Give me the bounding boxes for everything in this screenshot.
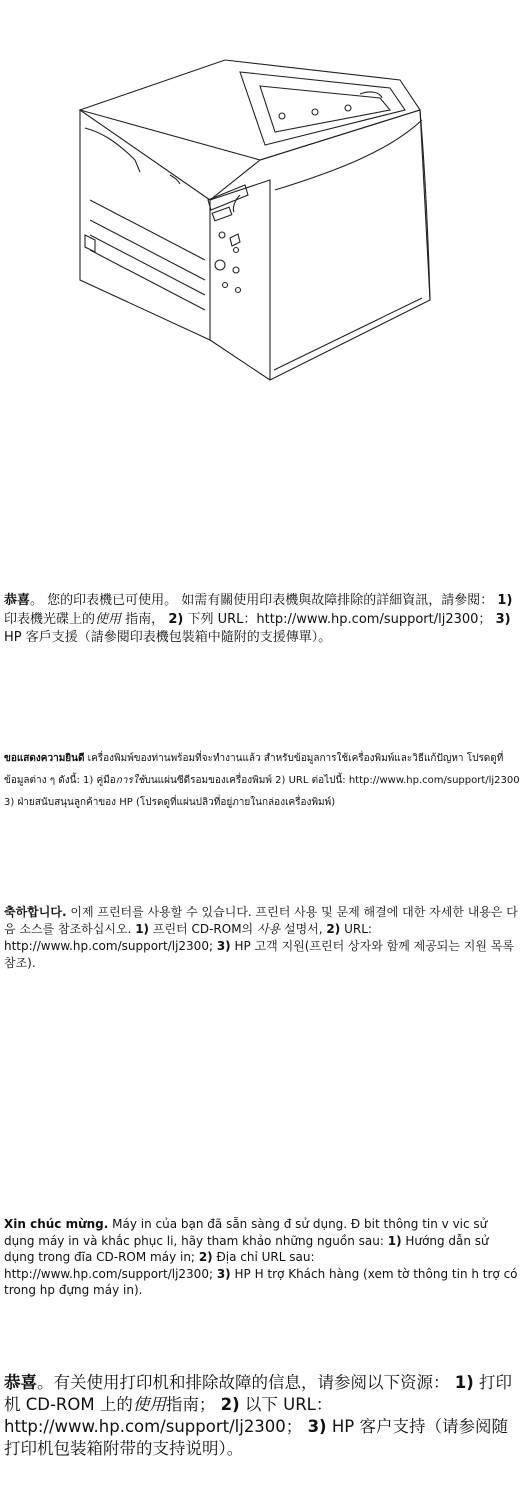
item-number-1-vi: 1)	[387, 1233, 402, 1248]
laser-printer-illustration	[60, 50, 470, 390]
item-number-2-vi: 2)	[198, 1250, 213, 1264]
item-number-3-vi: 3)	[216, 1266, 231, 1281]
intro-vi: Máy in của bạn đã sẵn sàng đ sử dụng. Đ bit thông tin v vic sử dụng máy in và khắc phục li, hãy tham khảo những nguồn sau:	[4, 1217, 488, 1248]
congrats-ko: 축하합니다.	[4, 905, 67, 919]
item-text-3-vi: HP H trợ Khách hàng (xem tờ thông tin h trợ có trong hp đựng máy in).	[4, 1266, 518, 1297]
item-number-3-ko: 3)	[216, 939, 231, 953]
item-text-1-th: บนแผ่นซีดีรอมของเครื่องพิมพ์ 2) URL ต่อไปนี้: http://www.hp.com/support/lj2300 3) ฝ่ายสนับสนุนลูกค้าของ HP (โปรดดูที่แผ่นปลิวที่อยู่ภายในกล่องเครื่องพิมพ์)	[4, 775, 520, 808]
item-text-1b-zh: 指南；	[165, 1395, 216, 1414]
guide-title-ko: 사용	[256, 922, 281, 936]
item-text-3-ko: HP 고객 지원(프린터 상자와 함께 제공되는 지원 목록 참조).	[4, 939, 514, 970]
intro-th: เครื่องพิมพ์ของท่านพร้อมที่จะทำงานแล้ว สำหรับข้อมูลการใช้เครื่องพิมพ์และวิธีแก้ปัญหา โปรดดูที่ข้อมูลต่าง ๆ ดังนี้: 1) คู่มือ	[4, 753, 504, 786]
item-number-2-zh: 2)	[220, 1395, 240, 1414]
item-text-1a-ko: 프린터 CD-ROM의	[152, 922, 254, 936]
section-vietnamese	[4, 1216, 520, 1299]
item-text-2-vi: Địa chỉ URL sau: http://www.hp.com/support/lj2300;	[4, 1250, 315, 1281]
section-simplified-chinese	[4, 1372, 520, 1460]
paragraph-ko	[4, 904, 520, 972]
item-text-2-tw: 下列 URL：http://www.hp.com/support/lj2300；	[187, 611, 492, 627]
paragraph-tw	[4, 592, 520, 648]
intro-zh: 。有关使用打印机和排除故障的信息，请参阅以下资源：	[37, 1373, 450, 1392]
item-text-3-tw: HP 客戶支援（請參閱印表機包裝箱中隨附的支援傳單）。	[4, 630, 332, 645]
section-traditional-chinese	[4, 592, 520, 648]
congrats-th: ขอแสดงความยินดี	[4, 753, 85, 764]
item-number-1-tw: 1)	[497, 593, 513, 608]
section-korean	[4, 904, 520, 972]
item-number-3-tw: 3)	[495, 611, 511, 627]
item-text-1a-zh: 打印机 CD-ROM 上的	[4, 1373, 513, 1414]
item-text-1-vi: Hướng dẫn sử dụng trong đĩa CD-ROM máy in;	[4, 1233, 489, 1264]
paragraph-zh	[4, 1372, 520, 1460]
guide-title-th: การใช้	[115, 775, 145, 786]
guide-title-tw: 使用	[95, 611, 122, 627]
congrats-tw: 恭喜	[4, 593, 31, 608]
item-text-2-zh: 以下 URL：http://www.hp.com/support/lj2300；	[4, 1395, 333, 1436]
item-number-3-zh: 3)	[307, 1417, 327, 1436]
guide-title-zh: 使用	[132, 1395, 166, 1414]
item-text-1a-tw: 印表機光碟上的	[4, 611, 96, 627]
paragraph-vi	[4, 1216, 520, 1299]
item-text-3-zh: HP 客户支持（请参阅随打印机包装箱附带的支持说明）。	[4, 1417, 508, 1458]
intro-tw: 。 您的印表機已可使用。 如需有關使用印表機與故障排除的詳細資訊，請參閱：	[30, 593, 494, 608]
item-text-1b-ko: 설명서,	[284, 922, 323, 936]
item-number-1-zh: 1)	[454, 1373, 474, 1392]
paragraph-th	[4, 748, 520, 814]
item-text-1b-tw: 指南，	[125, 611, 165, 627]
section-thai	[4, 748, 520, 814]
congrats-vi: Xin chúc mừng.	[4, 1217, 109, 1231]
congrats-zh: 恭喜	[4, 1373, 37, 1392]
item-number-1-ko: 1)	[135, 922, 150, 936]
item-number-2-ko: 2)	[326, 922, 341, 936]
intro-ko: 이제 프린터를 사용할 수 있습니다. 프린터 사용 및 문제 해결에 대한 자세한 내용은 다음 소스를 참조하십시오.	[4, 905, 518, 936]
item-text-2-ko: URL: http://www.hp.com/support/lj2300;	[4, 922, 372, 953]
item-number-2-tw: 2)	[168, 611, 184, 627]
